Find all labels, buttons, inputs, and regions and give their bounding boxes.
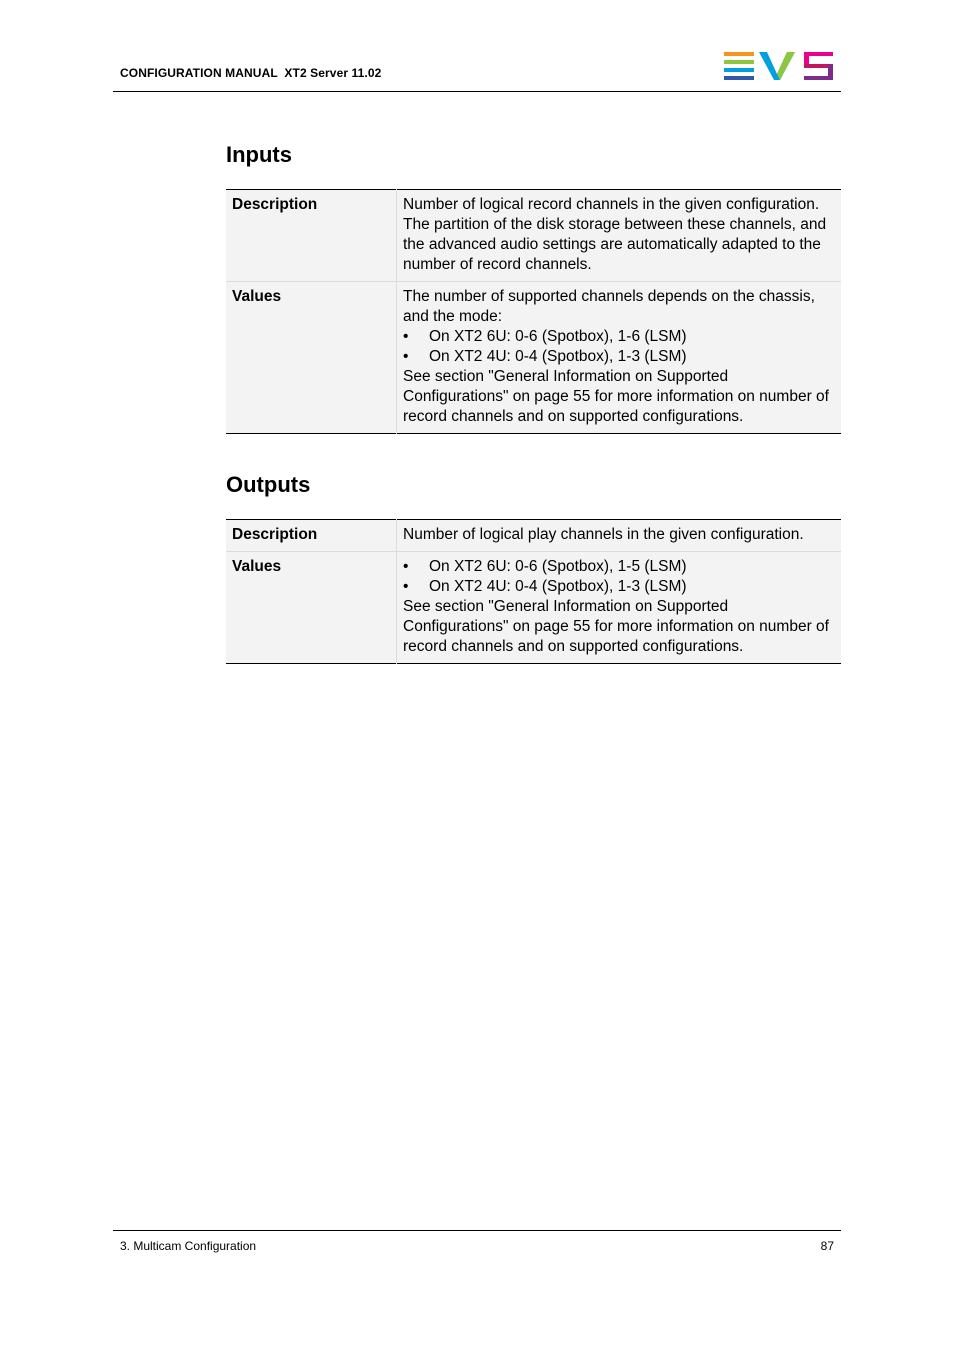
row-label: Description xyxy=(226,520,397,552)
inputs-table xyxy=(226,189,841,434)
table-row xyxy=(226,282,841,434)
inputs-heading: Inputs xyxy=(226,142,292,167)
page-number: 87 xyxy=(820,1239,834,1253)
evs-logo xyxy=(724,52,834,82)
header-title: CONFIGURATION MANUAL XT2 Server 11.02 xyxy=(120,66,382,80)
row-value: Number of logical play channels in the given configuration. xyxy=(403,526,804,543)
outputs-table xyxy=(226,519,841,664)
row-value xyxy=(397,552,842,664)
values-note: See section "General Information on Supported Configurations" on page 55 for more information on number of record channels and on supported configurations. xyxy=(403,368,829,425)
row-value: Number of logical record channels in the given configuration. The partition of the disk storage between these channels, and the advanced audio settings are automatically adapted to the number of record channels. xyxy=(403,196,827,273)
table-row xyxy=(226,520,841,552)
page-footer xyxy=(113,1230,841,1253)
row-value xyxy=(397,282,842,434)
row-label: Values xyxy=(226,552,397,664)
list-item: • On XT2 6U: 0-6 (Spotbox), 1-6 (LSM) xyxy=(403,327,835,347)
list-item: • On XT2 6U: 0-6 (Spotbox), 1-5 (LSM) xyxy=(403,557,835,577)
page-header xyxy=(113,0,841,92)
values-note: See section "General Information on Supported Configurations" on page 55 for more information on number of record channels and on supported configurations. xyxy=(403,598,829,655)
outputs-heading: Outputs xyxy=(226,472,311,497)
list-item: • On XT2 4U: 0-4 (Spotbox), 1-3 (LSM) xyxy=(403,347,835,367)
values-intro: The number of supported channels depends on the chassis, and the mode: xyxy=(403,288,815,325)
row-label: Description xyxy=(226,190,397,282)
row-label: Values xyxy=(226,282,397,434)
table-row xyxy=(226,190,841,282)
table-row xyxy=(226,552,841,664)
list-item: • On XT2 4U: 0-4 (Spotbox), 1-3 (LSM) xyxy=(403,577,835,597)
footer-chapter: 3. Multicam Configuration xyxy=(120,1239,257,1253)
